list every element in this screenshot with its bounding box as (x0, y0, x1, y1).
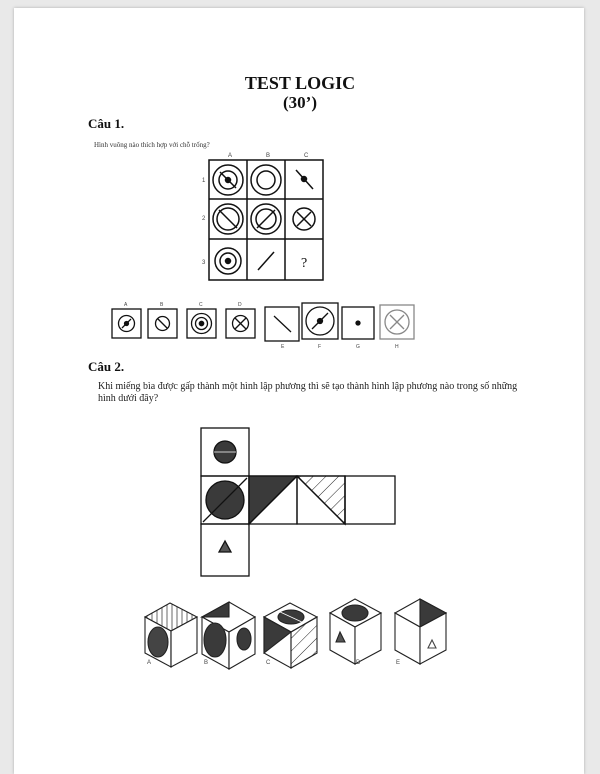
q1-cell-c1 (296, 170, 313, 189)
q1-option[interactable] (226, 302, 255, 338)
q1-row-label: 3 (202, 260, 206, 266)
q2-option-label: D (356, 660, 361, 666)
q1-cell-a2 (213, 204, 243, 234)
q2-cube-option[interactable] (395, 599, 446, 666)
q1-col-label: A (228, 153, 233, 159)
q1-cell-b1 (251, 165, 281, 195)
q1-option-label: G (356, 344, 360, 350)
q2-cube-option[interactable] (264, 603, 317, 668)
q1-row-label: 2 (202, 216, 206, 222)
question-2-heading: Câu 2. (88, 359, 125, 374)
q1-option-label: F (318, 344, 322, 350)
net-face-triangle (201, 524, 249, 576)
q1-col-label: C (304, 153, 309, 159)
q2-cube-options (145, 599, 446, 669)
q1-option-label: C (199, 302, 203, 308)
q2-option-label: C (266, 660, 271, 666)
q1-col-label: B (266, 153, 271, 159)
page-title: TEST LOGIC (244, 73, 356, 93)
q2-cube-option[interactable] (330, 599, 381, 666)
q1-grid (202, 153, 323, 280)
q1-option-label: H (395, 344, 399, 350)
q2-option-label: E (396, 660, 401, 666)
q1-option[interactable] (380, 305, 414, 350)
q1-cell-b3 (258, 252, 274, 270)
q2-option-label: B (204, 660, 209, 666)
net-face-hatched (297, 476, 345, 524)
q2-cube-net (201, 428, 395, 576)
net-face-diagonal (249, 476, 297, 524)
q1-cell-a1 (213, 165, 243, 195)
q1-option[interactable] (302, 303, 338, 350)
q1-missing-mark: ? (301, 256, 308, 271)
question-1-heading: Câu 1. (88, 116, 125, 131)
q1-cell-a3 (215, 248, 241, 274)
page-duration: (30’) (283, 93, 317, 112)
net-face-blank (345, 476, 395, 524)
q1-cell-b2 (251, 204, 281, 234)
net-face-top (201, 428, 249, 476)
net-face-center (201, 476, 249, 524)
question-1-prompt: Hình vuông nào thích hợp với chỗ trống? (94, 141, 210, 149)
q1-option-label: B (160, 302, 164, 308)
q1-option-label: A (124, 302, 128, 308)
q1-option[interactable] (112, 302, 141, 338)
q1-cell-c2 (293, 208, 315, 230)
q1-option[interactable] (187, 302, 216, 338)
q1-option[interactable] (342, 307, 374, 350)
q1-option-label: D (238, 302, 242, 308)
question-2-prompt: Khi miếng bìa được gấp thành một hình lập phương thì sẽ tạo thành hình lập phương nào trong số những hình dưới đây? (98, 381, 518, 404)
q2-option-label: A (147, 660, 152, 666)
q1-row-label: 1 (202, 178, 206, 184)
q1-option[interactable] (265, 307, 299, 350)
q1-option[interactable] (148, 302, 177, 338)
q2-cube-option[interactable] (202, 602, 255, 669)
q1-options (112, 302, 414, 350)
q1-option-label: E (281, 344, 285, 350)
q2-cube-option[interactable] (145, 603, 197, 667)
